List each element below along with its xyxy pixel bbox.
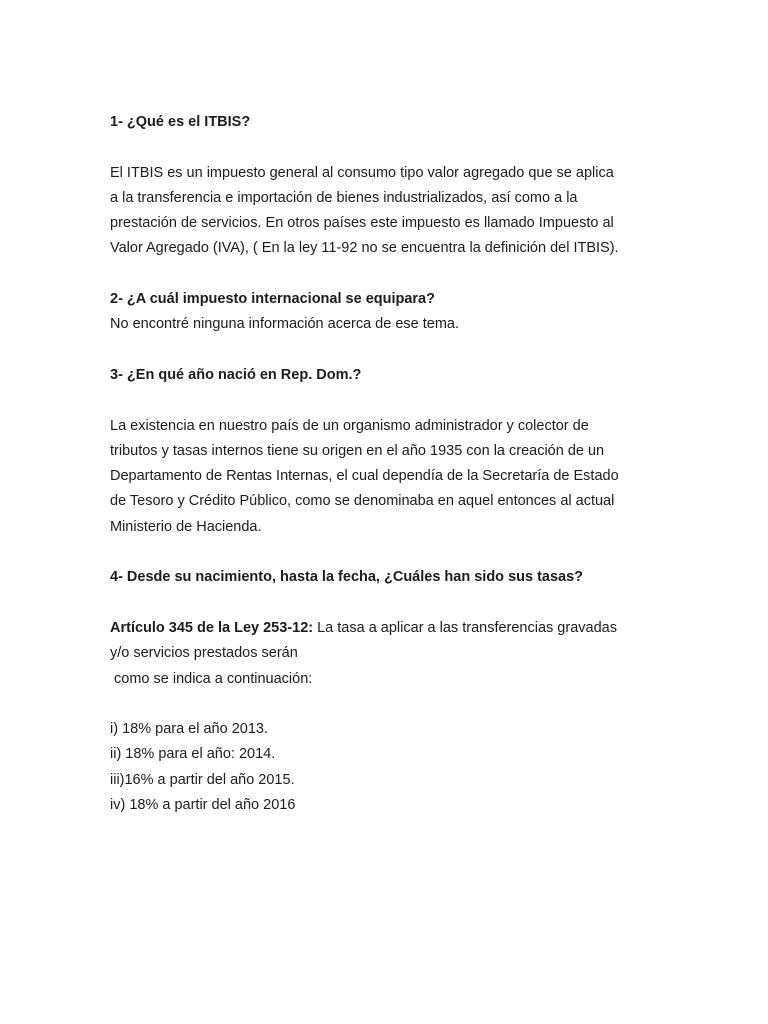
answer-3-line: Departamento de Rentas Internas, el cual dependía de la Secretaría de Estado [110, 468, 619, 485]
question-4-heading: 4- Desde su nacimiento, hasta la fecha, ¿Cuáles han sido sus tasas? [110, 569, 584, 586]
question-2-heading: 2- ¿A cuál impuesto internacional se equipara? [110, 291, 435, 308]
spacer [110, 692, 690, 717]
answer-1-line: El ITBIS es un impuesto general al consumo tipo valor agregado que se aplica [110, 164, 614, 181]
rate-item: i) 18% para el año 2013. [110, 721, 268, 738]
answer-3-line: de Tesoro y Crédito Público, como se denominaba en aquel entonces al actual [110, 493, 615, 510]
answer-3-line: La existencia en nuestro país de un organismo administrador y colector de [110, 417, 589, 434]
rate-item: iv) 18% a partir del año 2016 [110, 797, 296, 814]
question-3-heading: 3- ¿En qué año nació en Rep. Dom.? [110, 366, 362, 383]
answer-2-line: No encontré ninguna información acerca de ese tema. [110, 316, 460, 333]
article-reference: Artículo 345 de la Ley 253-12: [110, 619, 314, 636]
spacer [110, 540, 690, 565]
spacer [110, 338, 690, 363]
article-line [110, 616, 690, 641]
spacer [110, 591, 690, 616]
article-continuation-line: y/o servicios prestados serán [110, 645, 298, 662]
answer-3-line: tributos y tasas internos tiene su origen en el año 1935 con la creación de un [110, 442, 605, 459]
spacer [110, 388, 690, 413]
document-body [110, 110, 690, 818]
rate-item: iii)16% a partir del año 2015. [110, 771, 295, 788]
article-continuation-line: como se indica a continuación: [110, 670, 313, 687]
answer-1-line: a la transferencia e importación de bienes industrializados, así como a la [110, 189, 578, 206]
article-text: La tasa a aplicar a las transferencias gravadas [313, 619, 617, 636]
spacer [110, 262, 690, 287]
answer-3-line: Ministerio de Hacienda. [110, 518, 262, 535]
answer-1-line: Valor Agregado (IVA), ( En la ley 11-92 no se encuentra la definición del ITBIS). [110, 240, 619, 257]
answer-1-line: prestación de servicios. En otros países este impuesto es llamado Impuesto al [110, 215, 614, 232]
rate-item: ii) 18% para el año: 2014. [110, 746, 276, 763]
question-1-heading: 1- ¿Qué es el ITBIS? [110, 114, 251, 130]
spacer [110, 135, 690, 160]
